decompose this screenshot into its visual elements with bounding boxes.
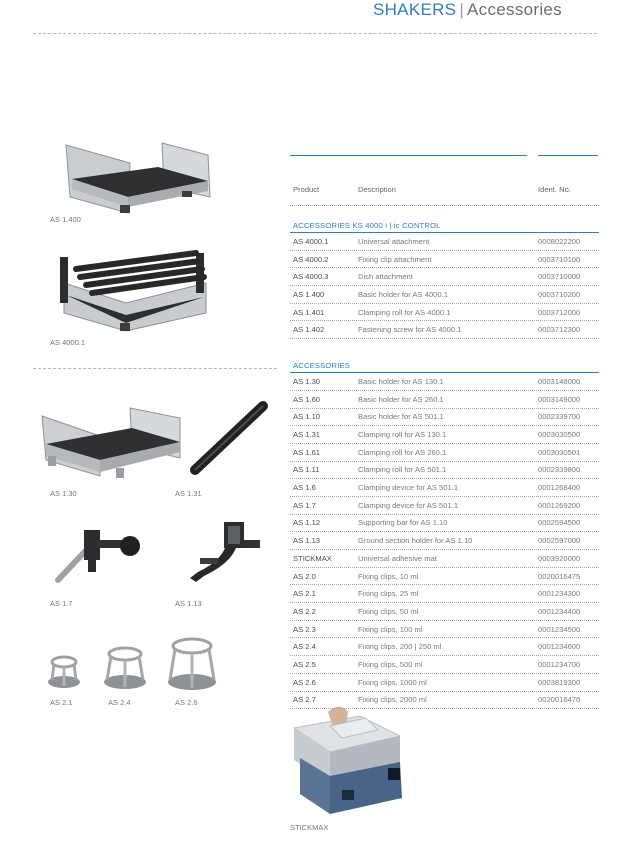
- cell-product: AS 2.0: [293, 571, 316, 581]
- table-row: [290, 621, 599, 639]
- cell-product: AS 1.10: [293, 412, 321, 422]
- as-2-1-caption: AS 2.1: [50, 698, 73, 707]
- cell-description: Fixing clips, 25 ml: [358, 589, 419, 599]
- cell-product: AS 4000.3: [293, 272, 329, 282]
- cell-product: AS 2.2: [293, 606, 316, 616]
- cell-product: AS 1.61: [293, 447, 321, 457]
- table-row: [290, 638, 599, 656]
- cell-description: Clamping device for AS 501.1: [358, 483, 459, 493]
- header-product: Product: [293, 185, 320, 194]
- cell-product: AS 1.401: [293, 307, 325, 317]
- cell-ident-no: 0003148000: [538, 376, 581, 386]
- cell-product: AS 2.6: [293, 677, 316, 687]
- cell-description: Basic holder for AS 4000.1: [358, 289, 448, 299]
- table-row: [290, 444, 599, 462]
- cell-product: AS 2.1: [293, 589, 316, 599]
- cell-product: AS 1.12: [293, 518, 321, 528]
- cell-description: Clamping roll for AS 4000.1: [358, 307, 451, 317]
- cell-ident-no: 0020016476: [538, 695, 581, 705]
- as-2-4-image: [102, 644, 148, 692]
- cell-ident-no: 0008022200: [538, 236, 581, 246]
- stickmax-caption: STICKMAX: [290, 823, 329, 832]
- section-rows-accessories: [290, 373, 599, 709]
- cell-description: Basic holder for AS 260.1: [358, 394, 444, 404]
- table-row: [290, 391, 599, 409]
- table-row: [290, 268, 599, 286]
- table-row: [290, 373, 599, 391]
- as-4000-1-image: [56, 243, 216, 335]
- cell-ident-no: 0001268400: [538, 483, 581, 493]
- table-row: [290, 515, 599, 533]
- table-row: [290, 674, 599, 692]
- cell-description: Fixing clips, 10 ml: [358, 571, 419, 581]
- table-row: [290, 251, 599, 269]
- cell-description: Basic holder for AS 501.1: [358, 412, 444, 422]
- table-row: [290, 409, 599, 427]
- cell-description: Universal adhesive mat: [358, 553, 437, 563]
- section-title-ks4000: ACCESSORIES KS 4000 i | ic CONTROL: [290, 221, 599, 233]
- cell-description: Fixing clips, 1000 ml: [358, 677, 427, 687]
- left-section-divider: [33, 368, 277, 369]
- cell-product: AS 1.11: [293, 465, 320, 475]
- cell-product: AS 1.30: [293, 376, 321, 386]
- header-ident-no: Ident. No.: [538, 185, 571, 194]
- cell-product: AS 1.31: [293, 430, 321, 440]
- cell-ident-no: 0001234700: [538, 659, 581, 669]
- as-1400-caption: AS 1.400: [50, 215, 81, 224]
- cell-ident-no: 0001234500: [538, 624, 581, 634]
- table-row: [290, 426, 599, 444]
- blue-accent-bar-right: [538, 155, 598, 156]
- table-row: [290, 479, 599, 497]
- cell-description: Fastening screw for AS 4000.1: [358, 325, 462, 335]
- cell-ident-no: 0020016475: [538, 571, 581, 581]
- cell-ident-no: 0001269200: [538, 500, 581, 510]
- stickmax-image: [290, 702, 412, 820]
- cell-product: AS 2.4: [293, 642, 316, 652]
- cell-ident-no: 0001234300: [538, 589, 581, 599]
- table-row: [290, 550, 599, 568]
- title-separator: |: [459, 0, 465, 19]
- as-1-31-image: [185, 400, 275, 480]
- cell-ident-no: 0003710100: [538, 254, 581, 264]
- as-4000-1-caption: AS 4000.1: [50, 338, 86, 347]
- cell-product: STICKMAX: [293, 553, 332, 563]
- cell-ident-no: 0003819300: [538, 677, 581, 687]
- table-row: [290, 286, 599, 304]
- cell-product: AS 2.7: [293, 695, 316, 705]
- cell-description: Clamping roll for AS 130.1: [358, 430, 447, 440]
- cell-description: Clamping roll for AS 260.1: [358, 447, 447, 457]
- cell-product: AS 4000.2: [293, 254, 329, 264]
- cell-description: Universal attachment: [358, 236, 430, 246]
- cell-ident-no: 0002594500: [538, 518, 581, 528]
- cell-description: Fixing clips, 200 | 250 ml: [358, 642, 442, 652]
- cell-description: Clamping roll for AS 501.1: [358, 465, 447, 475]
- cell-description: Fixing clips, 50 ml: [358, 606, 419, 616]
- cell-ident-no: 0002339700: [538, 412, 581, 422]
- as-1-13-image: [180, 516, 265, 591]
- table-row: [290, 532, 599, 550]
- table-row: [290, 568, 599, 586]
- cell-ident-no: 0003920000: [538, 553, 581, 563]
- cell-product: AS 4000.1: [293, 236, 329, 246]
- cell-description: Ground section holder for AS 1.10: [358, 536, 473, 546]
- cell-description: Supporting bar for AS 1.10: [358, 518, 448, 528]
- cell-description: Fixing clips, 100 ml: [358, 624, 423, 634]
- table-row: [290, 462, 599, 480]
- as-2-6-image: [166, 636, 218, 694]
- cell-ident-no: 0001234600: [538, 642, 581, 652]
- table-row: [290, 321, 599, 339]
- as-2-1-image: [46, 652, 82, 692]
- cell-ident-no: 0003712300: [538, 325, 581, 335]
- table-row: [290, 585, 599, 603]
- table-row: [290, 497, 599, 515]
- table-header: [290, 183, 599, 206]
- as-1-30-image: [40, 388, 185, 488]
- cell-ident-no: 0003710200: [538, 289, 581, 299]
- table-row: [290, 603, 599, 621]
- section-title-accessories: ACCESSORIES: [290, 361, 599, 373]
- as-1-31-caption: AS 1.31: [175, 489, 202, 498]
- as-1-7-caption: AS 1.7: [50, 599, 73, 608]
- header-description: Description: [358, 185, 396, 194]
- as-1-30-caption: AS 1.30: [50, 489, 77, 498]
- cell-ident-no: 0003710000: [538, 272, 581, 282]
- cell-product: AS 2.5: [293, 659, 316, 669]
- cell-description: Basic holder for AS 130.1: [358, 376, 444, 386]
- cell-product: AS 1.13: [293, 536, 321, 546]
- as-2-4-caption: AS 2.4: [108, 698, 131, 707]
- cell-product: AS 2.3: [293, 624, 316, 634]
- cell-ident-no: 0003149000: [538, 394, 581, 404]
- cell-product: AS 1.60: [293, 394, 321, 404]
- page-subtitle: Accessories: [467, 0, 562, 19]
- product-table: [290, 183, 599, 709]
- cell-ident-no: 0002339800: [538, 465, 581, 475]
- header-divider: [33, 33, 597, 34]
- cell-description: Dish attachment: [358, 272, 413, 282]
- page-title: [373, 0, 562, 20]
- cell-product: AS 1.400: [293, 289, 325, 299]
- cell-product: AS 1.402: [293, 325, 325, 335]
- table-row: [290, 692, 599, 710]
- cell-ident-no: 0003030501: [538, 447, 581, 457]
- table-row: [290, 233, 599, 251]
- as-1-13-caption: AS 1.13: [175, 599, 202, 608]
- cell-description: Fixing clips, 500 ml: [358, 659, 423, 669]
- cell-description: Clamping device for AS 501.1: [358, 500, 459, 510]
- as-1-7-image: [52, 520, 147, 590]
- blue-accent-bar-left: [290, 155, 527, 156]
- cell-description: Fixing clip attachment: [358, 254, 432, 264]
- as-2-6-caption: AS 2.6: [175, 698, 198, 707]
- cell-ident-no: 0002597000: [538, 536, 581, 546]
- cell-ident-no: 0003030500: [538, 430, 581, 440]
- cell-description: Fixing clips, 2000 ml: [358, 695, 427, 705]
- section-rows-ks4000: [290, 233, 599, 339]
- cell-ident-no: 0003712000: [538, 307, 581, 317]
- cell-product: AS 1.6: [293, 483, 316, 493]
- table-row: [290, 656, 599, 674]
- cell-ident-no: 0001234400: [538, 606, 581, 616]
- table-row: [290, 304, 599, 322]
- page-title-main: SHAKERS: [372, 0, 457, 19]
- as-1400-image: [58, 135, 218, 217]
- cell-product: AS 1.7: [293, 500, 316, 510]
